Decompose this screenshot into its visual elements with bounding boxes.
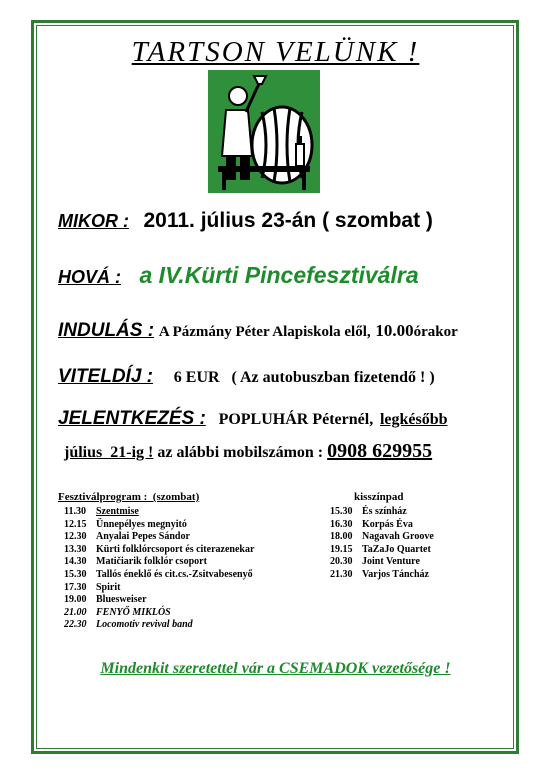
jelentkezes-value: POPLUHÁR Péternél, [218, 411, 374, 428]
program-time: 15.30 [64, 568, 87, 580]
program-name: Nagavah Groove [362, 531, 434, 543]
program-name: Korpás Éva [362, 518, 413, 530]
row-jelentkezes [58, 408, 448, 430]
footer-message: Mindenkit szeretettel vár a CSEMADOK vezetősége ! [100, 660, 451, 677]
program-name: Tallós éneklő és cit.cs.-Zsitvabesenyő [96, 568, 253, 580]
program-name: Joint Venture [362, 556, 420, 568]
program-time: 14.30 [64, 556, 87, 568]
program-name: Matičiarik folklór csoport [96, 556, 207, 568]
program-name: Varjos Táncház [362, 568, 429, 580]
list-item [330, 531, 434, 544]
program-name: Kürti folklórcsoport és citerazenekar [96, 543, 255, 555]
program-small-stage [330, 491, 434, 582]
jelentkezes-deadline-1: legkésőbb [379, 411, 448, 428]
program-time: 15.30 [330, 506, 353, 517]
indulas-time: 10.00 [375, 321, 414, 340]
list-item [64, 556, 254, 569]
program-time: 21.30 [330, 568, 353, 580]
row-viteldij [58, 366, 435, 388]
program-name: Locomotiv revival band [96, 619, 193, 631]
program-name: Ünnepélyes megnyitó [96, 518, 187, 530]
program-main-stage [58, 491, 254, 632]
list-item [330, 556, 434, 569]
program-left-list [58, 506, 254, 632]
program-right-heading: kisszínpad [354, 491, 404, 503]
list-item [64, 582, 254, 595]
mikor-label: MIKOR : [58, 211, 129, 231]
jelentkezes-deadline-2: július 21-ig ! [64, 444, 154, 461]
list-item [330, 519, 434, 532]
row-jelentkezes-2 [64, 440, 432, 463]
program-name: TaZaJo Quartet [362, 543, 431, 555]
indulas-label: INDULÁS : [58, 320, 155, 341]
program-time: 19.00 [64, 594, 87, 606]
program-name: És színház [362, 506, 407, 517]
program-time: 13.30 [64, 543, 87, 555]
program-time: 19.15 [330, 543, 353, 555]
indulas-suffix: órakor [413, 324, 458, 340]
row-indulas [58, 320, 458, 342]
program-time: 17.30 [64, 581, 87, 593]
list-item [64, 531, 254, 544]
program-time: 20.30 [330, 556, 353, 568]
list-item [330, 544, 434, 557]
program-name: Bluesweiser [96, 594, 147, 606]
program-time: 16.30 [330, 518, 353, 530]
program-left-heading: Fesztiválprogram : (szombat) [58, 491, 200, 503]
program-time: 18.00 [330, 531, 353, 543]
list-item [64, 506, 254, 519]
list-item [64, 594, 254, 607]
phone-number: 0908 629955 [327, 440, 433, 462]
program-right-list [330, 506, 434, 582]
program-time: 12.30 [64, 531, 87, 543]
program-time: 12.15 [64, 518, 87, 530]
program-name: FENYŐ MIKLÓS [96, 606, 171, 618]
hova-value: a IV.Kürti Pincefesztiválra [139, 262, 419, 288]
wine-cellar-clipart-icon [208, 70, 320, 193]
program-name: Szentmise [96, 506, 139, 517]
jelentkezes-middle: az alábbi mobilszámon : [157, 444, 324, 461]
indulas-value: A Pázmány Péter Alapiskola elől, [158, 324, 371, 340]
jelentkezes-label: JELENTKEZÉS : [58, 408, 206, 429]
list-item [330, 506, 434, 519]
list-item [64, 607, 254, 620]
program-time: 22.30 [64, 619, 87, 631]
program-name: Anyalai Pepes Sándor [96, 531, 190, 543]
hova-label: HOVÁ : [58, 267, 121, 287]
poster-title: TARTSON VELÜNK ! [131, 36, 420, 68]
list-item [64, 544, 254, 557]
viteldij-label: VITELDÍJ : [58, 366, 154, 387]
program-name: Spirit [96, 581, 121, 593]
list-item [330, 569, 434, 582]
list-item [64, 569, 254, 582]
row-mikor [58, 209, 433, 233]
list-item [64, 619, 254, 632]
row-hova [58, 262, 419, 289]
program-time: 21.00 [64, 606, 87, 618]
mikor-value: 2011. július 23-án ( szombat ) [143, 209, 433, 232]
viteldij-value: 6 EUR ( Az autobuszban fizetendő ! ) [173, 369, 435, 386]
list-item [64, 519, 254, 532]
program-time: 11.30 [64, 506, 86, 517]
